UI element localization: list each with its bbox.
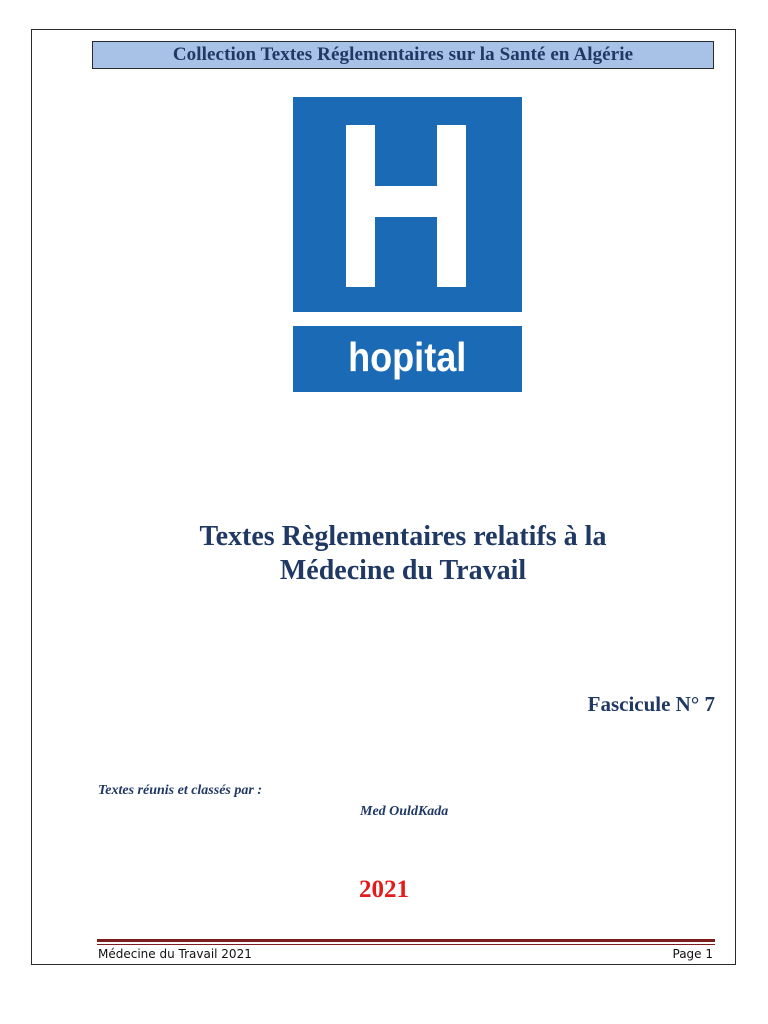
footer-document-title: Médecine du Travail 2021 bbox=[98, 947, 252, 961]
hospital-word-plate bbox=[293, 326, 522, 392]
document-title-line-2: Médecine du Travail bbox=[279, 555, 527, 586]
compiled-by-label: Textes réunis et classés par : bbox=[98, 783, 262, 798]
footer-page-number: Page 1 bbox=[672, 947, 713, 961]
author-name: Med OuldKada bbox=[360, 804, 449, 819]
h-crossbar bbox=[346, 186, 466, 217]
publication-year: 2021 bbox=[359, 876, 409, 903]
hospital-h-icon bbox=[293, 97, 522, 312]
fascicule-number: Fascicule N° 7 bbox=[587, 692, 715, 716]
footer-rule-thin bbox=[97, 944, 715, 945]
document-title bbox=[92, 520, 714, 588]
h-letter-shape bbox=[346, 125, 466, 287]
footer-rule-thick bbox=[97, 939, 715, 942]
collection-banner: Collection Textes Réglementaires sur la Santé en Algérie bbox=[92, 41, 714, 69]
document-title-line-1: Textes Règlementaires relatifs à la bbox=[199, 521, 607, 552]
hospital-word: hopital bbox=[348, 333, 467, 380]
